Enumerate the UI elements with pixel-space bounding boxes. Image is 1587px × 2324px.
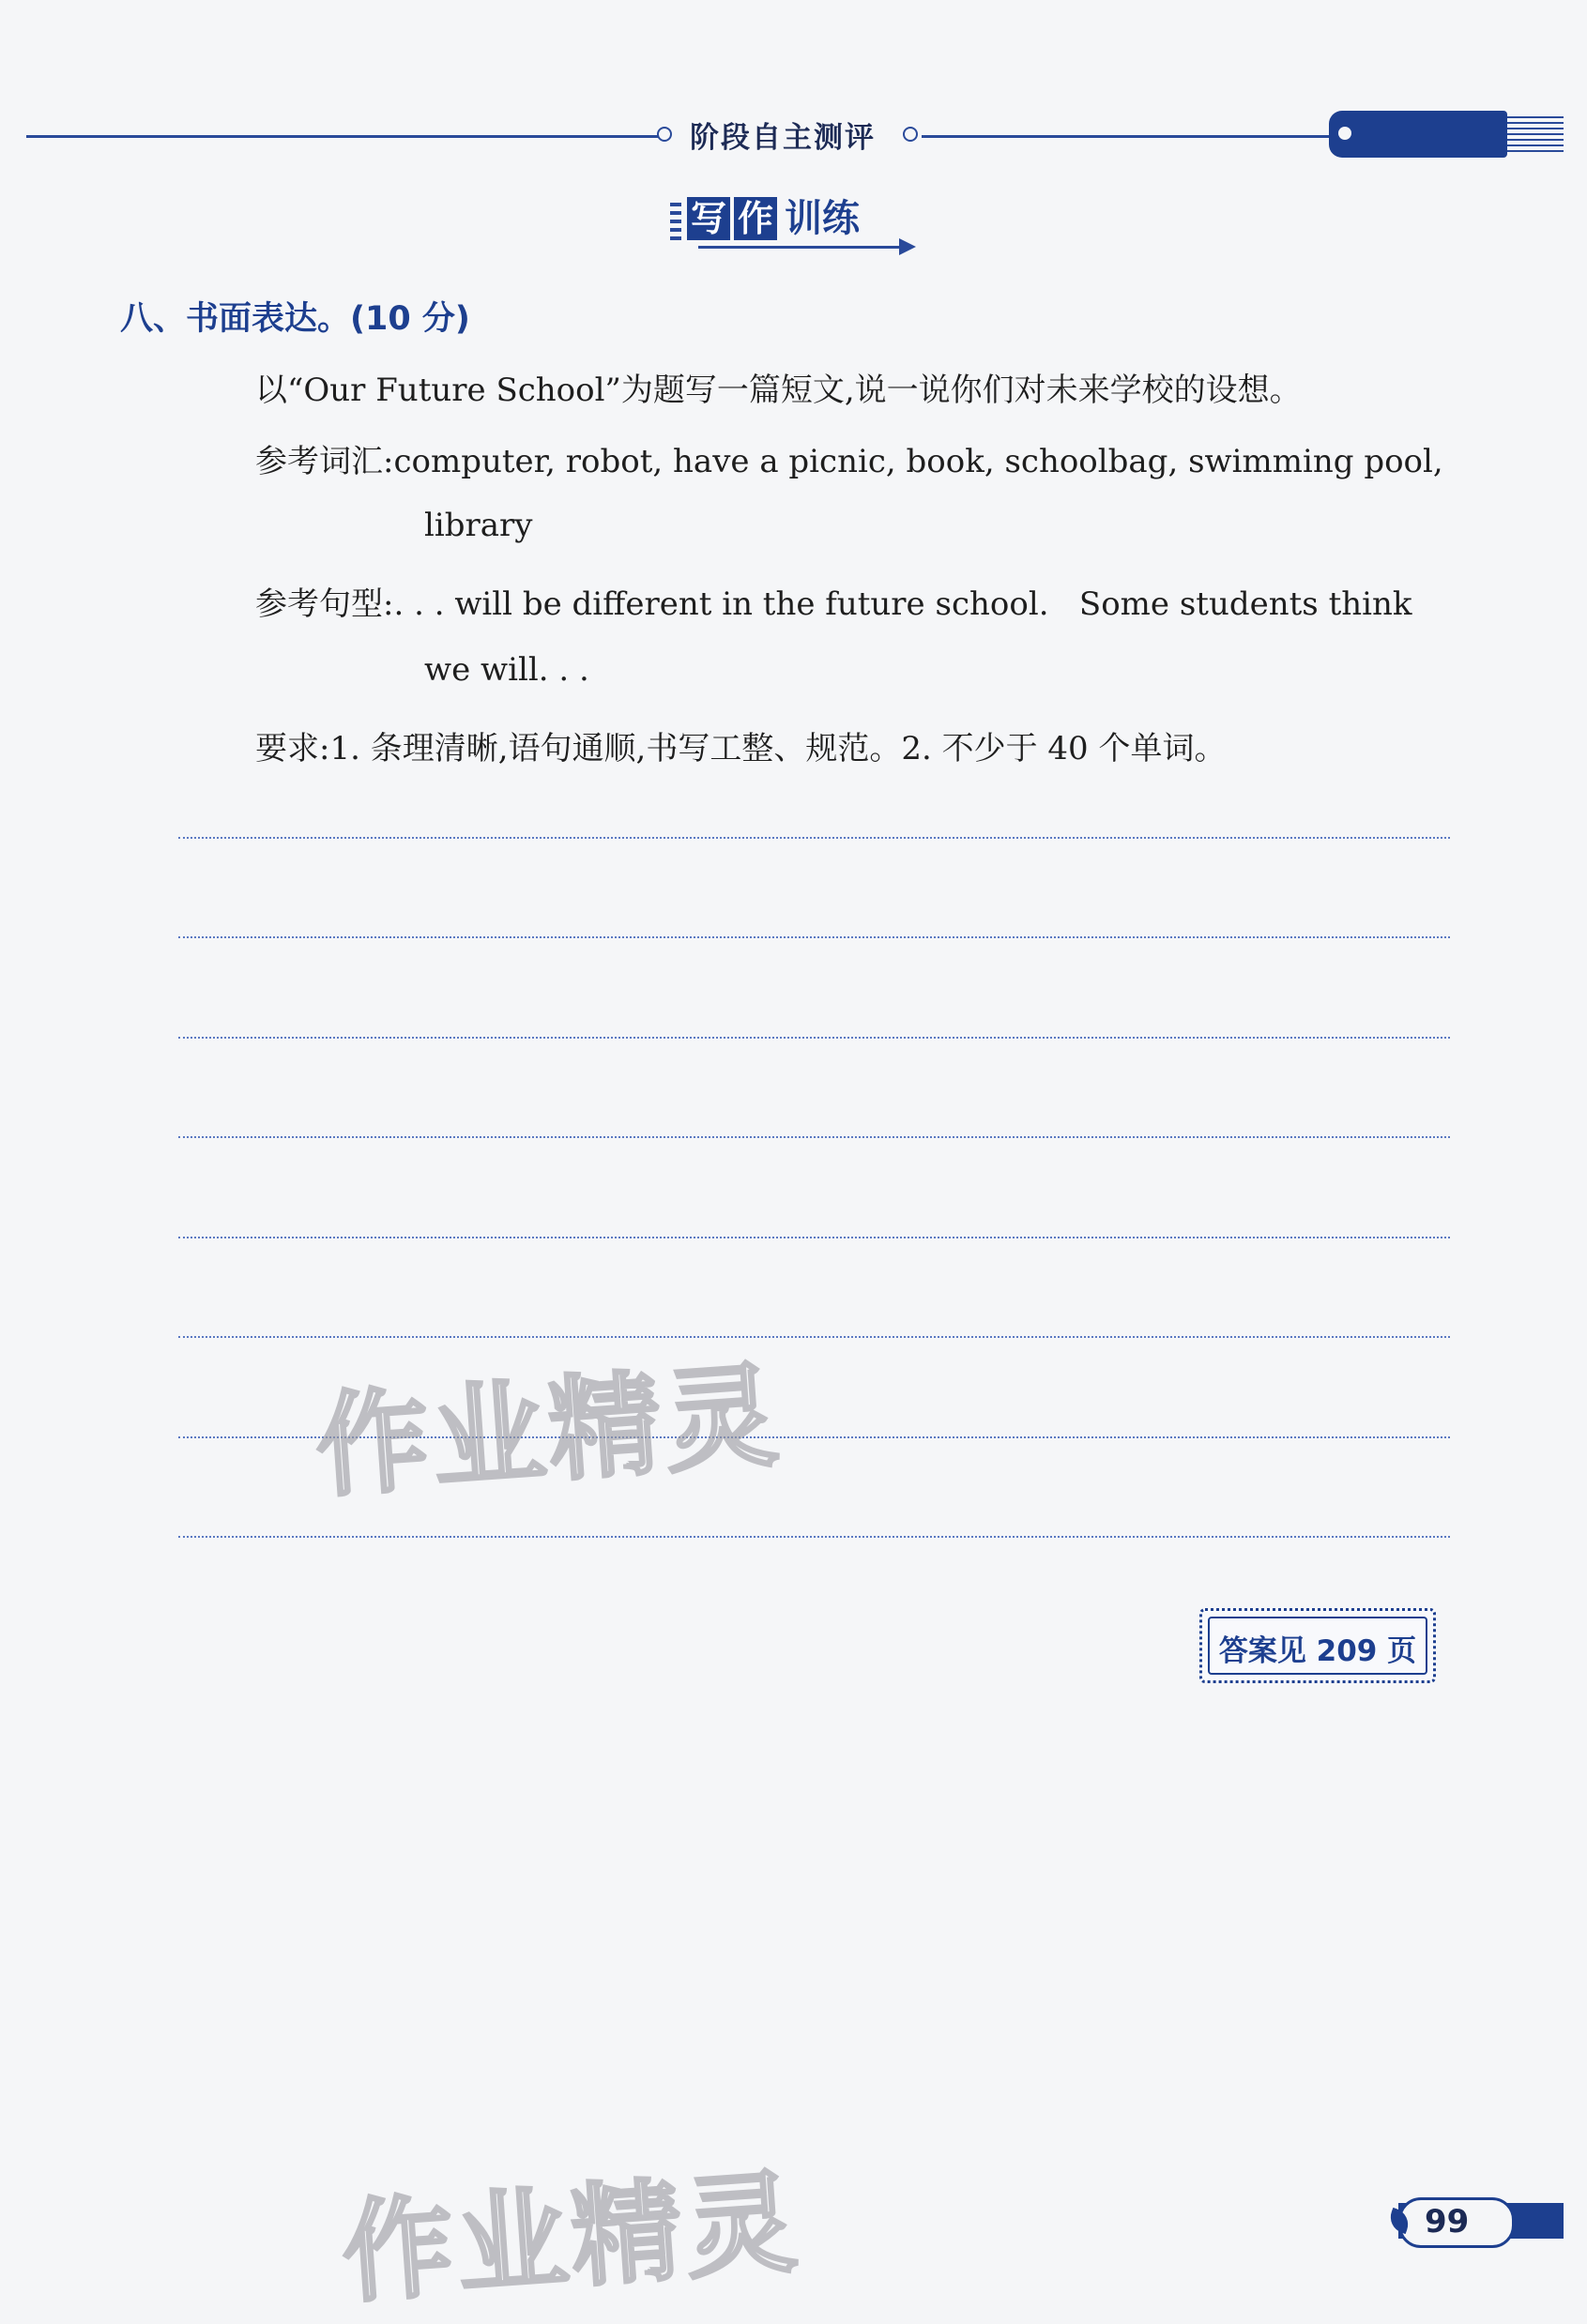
writing-line[interactable] (178, 1237, 1450, 1238)
writing-line[interactable] (178, 1536, 1450, 1538)
header-rule-right (922, 135, 1335, 138)
header-tab-hole (1338, 127, 1351, 140)
writing-line[interactable] (178, 1037, 1450, 1039)
banner-char-2: 作 (734, 197, 777, 240)
banner-decoration (670, 203, 681, 244)
pattern-text: . . . will be different in the future school. Some students think (393, 585, 1412, 623)
header-stripes (1507, 116, 1564, 154)
question-title: 八、书面表达。(10 分) (120, 300, 470, 338)
section-banner (670, 195, 914, 251)
banner-char-1: 写 (687, 197, 730, 240)
banner-arrowhead (899, 238, 916, 255)
header-tab (1329, 111, 1507, 158)
writing-line[interactable] (178, 837, 1450, 839)
pattern-label: 参考句型: (255, 585, 394, 623)
vocab-label: 参考词汇: (255, 443, 394, 480)
vocab-row (255, 435, 1443, 481)
watermark-bottom: 作业精灵 (338, 2157, 804, 2318)
writing-line[interactable] (178, 936, 1450, 938)
banner-arrow-line (698, 246, 905, 249)
requirements: 要求:1. 条理清晰,语句通顺,书写工整、规范。2. 不少于 40 个单词。 (255, 730, 1227, 767)
answer-reference-text: 答案见 209 页 (1218, 1634, 1417, 1668)
writing-line[interactable] (178, 1136, 1450, 1138)
header-rule-left (26, 135, 664, 138)
header-title: 阶段自主测评 (690, 121, 876, 155)
writing-line[interactable] (178, 1336, 1450, 1338)
answer-reference-badge (1199, 1608, 1436, 1683)
header-dot-left (657, 127, 672, 142)
vocab-words: computer, robot, have a picnic, book, schoolbag, swimming pool, (393, 443, 1443, 480)
header-dot-right (903, 127, 918, 142)
banner-label: 训练 (785, 197, 860, 240)
vocab-words-cont: library (424, 507, 533, 544)
pattern-text-cont: we will. . . (424, 651, 589, 689)
question-prompt: 以“Our Future School”为题写一篇短文,说一说你们对未来学校的设想。 (255, 372, 1302, 409)
pattern-row (255, 578, 1412, 624)
page-number: 99 (1425, 2203, 1470, 2240)
watermark-top: 作业精灵 (312, 1350, 786, 1514)
